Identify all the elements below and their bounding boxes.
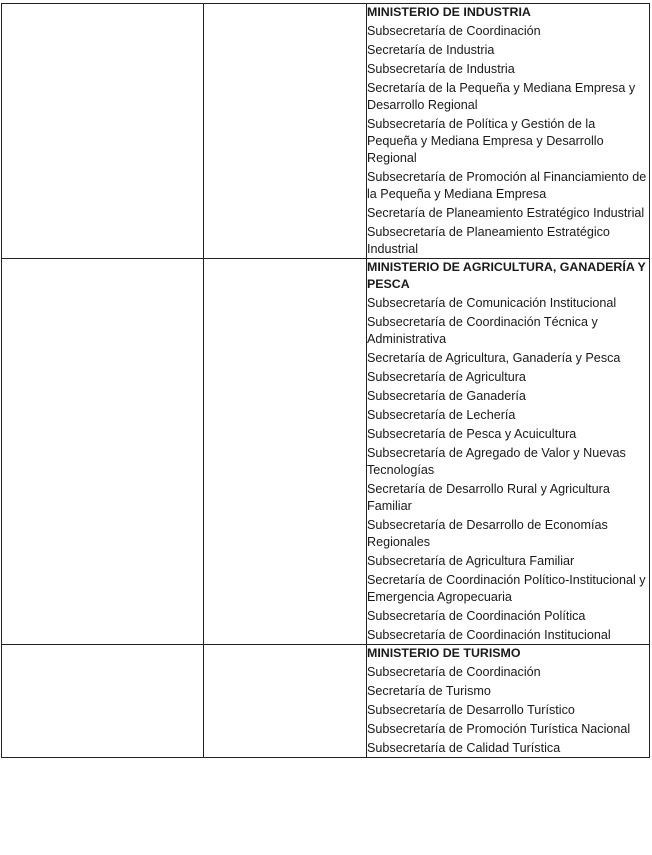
unit-item: Subsecretaría de Planeamiento Estratégico Industrial: [367, 225, 610, 256]
unit-item: Secretaría de Industria: [367, 43, 495, 57]
unit-item: Subsecretaría de Lechería: [367, 408, 516, 422]
empty-cell-first: [2, 259, 204, 645]
empty-cell-second: [204, 259, 367, 645]
empty-cell-second: [204, 645, 367, 758]
unit-item: Subsecretaría de Ganadería: [367, 389, 526, 403]
table-row: [2, 645, 650, 758]
unit-item: Subsecretaría de Desarrollo de Economías Regionales: [367, 518, 608, 549]
unit-item: Secretaría de la Pequeña y Mediana Empresa y Desarrollo Regional: [367, 81, 636, 112]
unit-item: Subsecretaría de Coordinación Política: [367, 609, 586, 623]
ministry-cell: [367, 645, 650, 758]
unit-item: Subsecretaría de Pesca y Acuicultura: [367, 427, 577, 441]
unit-item: Subsecretaría de Agregado de Valor y Nuevas Tecnologías: [367, 446, 626, 477]
empty-cell-second: [204, 4, 367, 259]
ministries-table: [1, 3, 650, 758]
unit-item: Subsecretaría de Coordinación Institucional: [367, 628, 611, 642]
ministry-cell: [367, 4, 650, 259]
ministry-title: MINISTERIO DE INDUSTRIA: [367, 5, 531, 19]
unit-item: Subsecretaría de Agricultura: [367, 370, 526, 384]
unit-item: Secretaría de Coordinación Político-Institucional y Emergencia Agropecuaria: [367, 573, 646, 604]
empty-cell-first: [2, 645, 204, 758]
unit-item: Secretaría de Turismo: [367, 684, 491, 698]
unit-item: Subsecretaría de Comunicación Institucional: [367, 296, 617, 310]
table-row: [2, 4, 650, 259]
unit-item: Subsecretaría de Política y Gestión de la Pequeña y Mediana Empresa y Desarrollo Regional: [367, 117, 604, 165]
unit-item: Subsecretaría de Calidad Turística: [367, 741, 561, 755]
table-row: [2, 259, 650, 645]
unit-item: Subsecretaría de Coordinación: [367, 24, 541, 38]
unit-item: Subsecretaría de Promoción al Financiamiento de la Pequeña y Mediana Empresa: [367, 170, 647, 201]
unit-item: Subsecretaría de Promoción Turística Nacional: [367, 722, 631, 736]
ministry-title: MINISTERIO DE TURISMO: [367, 646, 521, 660]
unit-item: Subsecretaría de Desarrollo Turístico: [367, 703, 575, 717]
unit-item: Subsecretaría de Agricultura Familiar: [367, 554, 575, 568]
unit-item: Subsecretaría de Industria: [367, 62, 515, 76]
unit-item: Subsecretaría de Coordinación Técnica y Administrativa: [367, 315, 598, 346]
unit-item: Secretaría de Planeamiento Estratégico Industrial: [367, 206, 645, 220]
unit-item: Secretaría de Agricultura, Ganadería y Pesca: [367, 351, 621, 365]
empty-cell-first: [2, 4, 204, 259]
ministry-title: MINISTERIO DE AGRICULTURA, GANADERÍA Y PESCA: [367, 260, 646, 291]
unit-item: Secretaría de Desarrollo Rural y Agricultura Familiar: [367, 482, 610, 513]
ministry-cell: [367, 259, 650, 645]
unit-item: Subsecretaría de Coordinación: [367, 665, 541, 679]
